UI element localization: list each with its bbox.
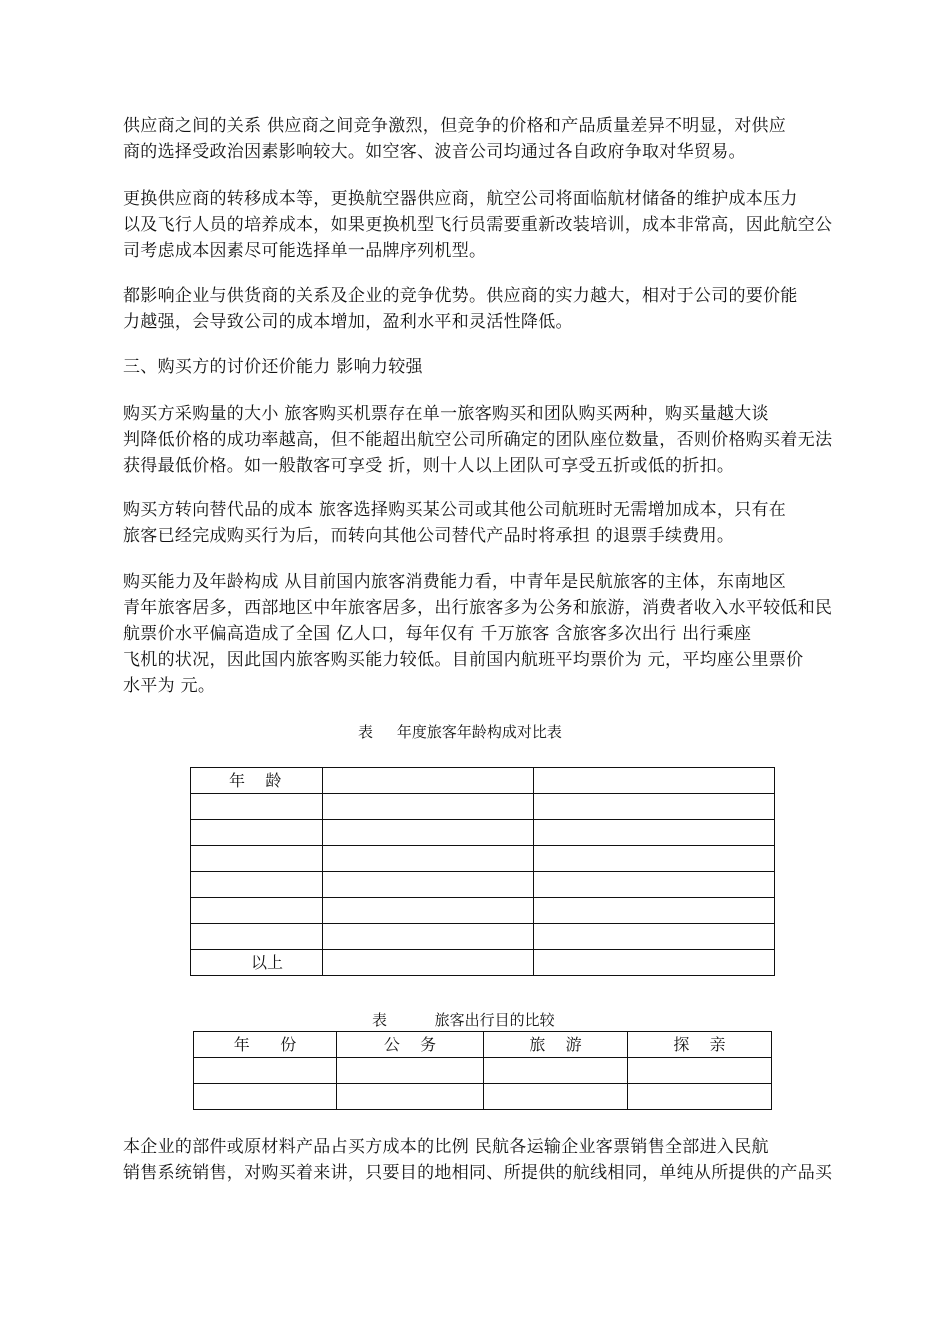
table2-caption: 表 旅客出行目的比较	[372, 1011, 555, 1029]
table-row	[191, 898, 775, 924]
table-cell	[191, 820, 323, 846]
table-header-row	[191, 768, 775, 794]
paragraph-supplier-relations	[87, 113, 879, 165]
table-cell	[323, 898, 534, 924]
paragraph-substitute-cost	[87, 497, 879, 549]
text-line: 飞机的状况，因此国内旅客购买能力较低。目前国内航班平均票价为 元，平均座公里票价	[123, 650, 804, 670]
table-row	[191, 872, 775, 898]
header-cell: 年 份	[194, 1032, 337, 1058]
travel-purpose-table	[193, 1031, 772, 1110]
text-line: 以及飞行人员的培养成本，如果更换机型飞行员需要重新改装培训，成本非常高，因此航空公	[123, 215, 833, 235]
text-line: 购买能力及年龄构成 从目前国内旅客消费能力看，中青年是民航旅客的主体，东南地区	[123, 572, 787, 592]
table-cell	[534, 924, 775, 950]
header-cell: 旅 游	[484, 1032, 628, 1058]
table-cell	[628, 1058, 772, 1084]
paragraph-purchasing-power	[87, 569, 879, 699]
table-row	[191, 794, 775, 820]
table-header-row	[194, 1032, 772, 1058]
table-cell	[484, 1084, 628, 1110]
text-line: 判降低价格的成功率越高，但不能超出航空公司所确定的团队座位数量，否则价格购买着无法	[123, 430, 833, 450]
header-cell: 公 务	[337, 1032, 484, 1058]
table-cell	[534, 898, 775, 924]
table-cell	[534, 872, 775, 898]
table-row	[191, 846, 775, 872]
paragraph-purchase-volume	[87, 401, 879, 479]
text-line: 购买方采购量的大小 旅客购买机票存在单一旅客购买和团队购买两种，购买量越大谈	[123, 404, 769, 424]
text-line: 购买方转向替代品的成本 旅客选择购买某公司或其他公司航班时无需增加成本，只有在	[123, 500, 787, 520]
paragraph-supplier-power	[87, 283, 879, 335]
section-heading	[87, 354, 879, 380]
table-cell	[484, 1058, 628, 1084]
text-line: 水平为 元。	[123, 676, 216, 696]
table-cell	[191, 872, 323, 898]
header-cell	[534, 768, 775, 794]
table-cell	[534, 950, 775, 976]
text-line: 更换供应商的转移成本等，更换航空器供应商，航空公司将面临航材储备的维护成本压力	[123, 189, 798, 209]
table-cell	[323, 846, 534, 872]
text-line: 力越强，会导致公司的成本增加，盈利水平和灵活性降低。	[123, 312, 573, 332]
table-row	[191, 924, 775, 950]
table-row	[191, 950, 775, 976]
text-line: 本企业的部件或原材料产品占买方成本的比例 民航各运输企业客票销售全部进入民航	[123, 1137, 769, 1157]
table-cell	[323, 950, 534, 976]
age-structure-table	[190, 767, 775, 976]
text-line: 供应商之间的关系 供应商之间竞争激烈，但竞争的价格和产品质量差异不明显，对供应	[123, 116, 787, 136]
table-cell: 以上	[191, 950, 323, 976]
header-cell	[323, 768, 534, 794]
table-cell	[628, 1084, 772, 1110]
text-line: 旅客已经完成购买行为后，而转向其他公司替代产品时将承担 的退票手续费用。	[123, 526, 735, 546]
table1-caption: 表 年度旅客年龄构成对比表	[358, 723, 562, 741]
table-cell	[191, 794, 323, 820]
paragraph-cost-proportion	[87, 1134, 879, 1186]
header-cell: 年 龄	[191, 768, 323, 794]
table-row	[194, 1084, 772, 1110]
table-cell	[534, 794, 775, 820]
table-row	[191, 820, 775, 846]
table-cell	[534, 846, 775, 872]
text-line: 获得最低价格。如一般散客可享受 折，则十人以上团队可享受五折或低的折扣。	[123, 456, 735, 476]
table-cell	[191, 898, 323, 924]
table-cell	[194, 1084, 337, 1110]
paragraph-switching-cost	[87, 186, 879, 264]
table-row	[194, 1058, 772, 1084]
text-line: 商的选择受政治因素影响较大。如空客、波音公司均通过各自政府争取对华贸易。	[123, 142, 746, 162]
heading-buyer-power: 三、购买方的讨价还价能力 影响力较强	[123, 357, 423, 377]
table-cell	[323, 794, 534, 820]
text-line: 航票价水平偏高造成了全国 亿人口，每年仅有 千万旅客 含旅客多次出行 出行乘座	[123, 624, 752, 644]
table-cell	[323, 872, 534, 898]
text-line: 青年旅客居多，西部地区中年旅客居多，出行旅客多为公务和旅游，消费者收入水平较低和民	[123, 598, 833, 618]
table-cell	[191, 924, 323, 950]
table-cell	[323, 924, 534, 950]
text-line: 销售系统销售，对购买着来讲，只要目的地相同、所提供的航线相同，单纯从所提供的产品买	[123, 1163, 833, 1183]
text-line: 司考虑成本因素尽可能选择单一品牌序列机型。	[123, 241, 487, 261]
table-cell	[337, 1084, 484, 1110]
table-cell	[323, 820, 534, 846]
table-cell	[194, 1058, 337, 1084]
table-cell	[337, 1058, 484, 1084]
text-line: 都影响企业与供货商的关系及企业的竞争优势。供应商的实力越大，相对于公司的要价能	[123, 286, 798, 306]
table-cell	[191, 846, 323, 872]
header-cell: 探 亲	[628, 1032, 772, 1058]
table-cell	[534, 820, 775, 846]
